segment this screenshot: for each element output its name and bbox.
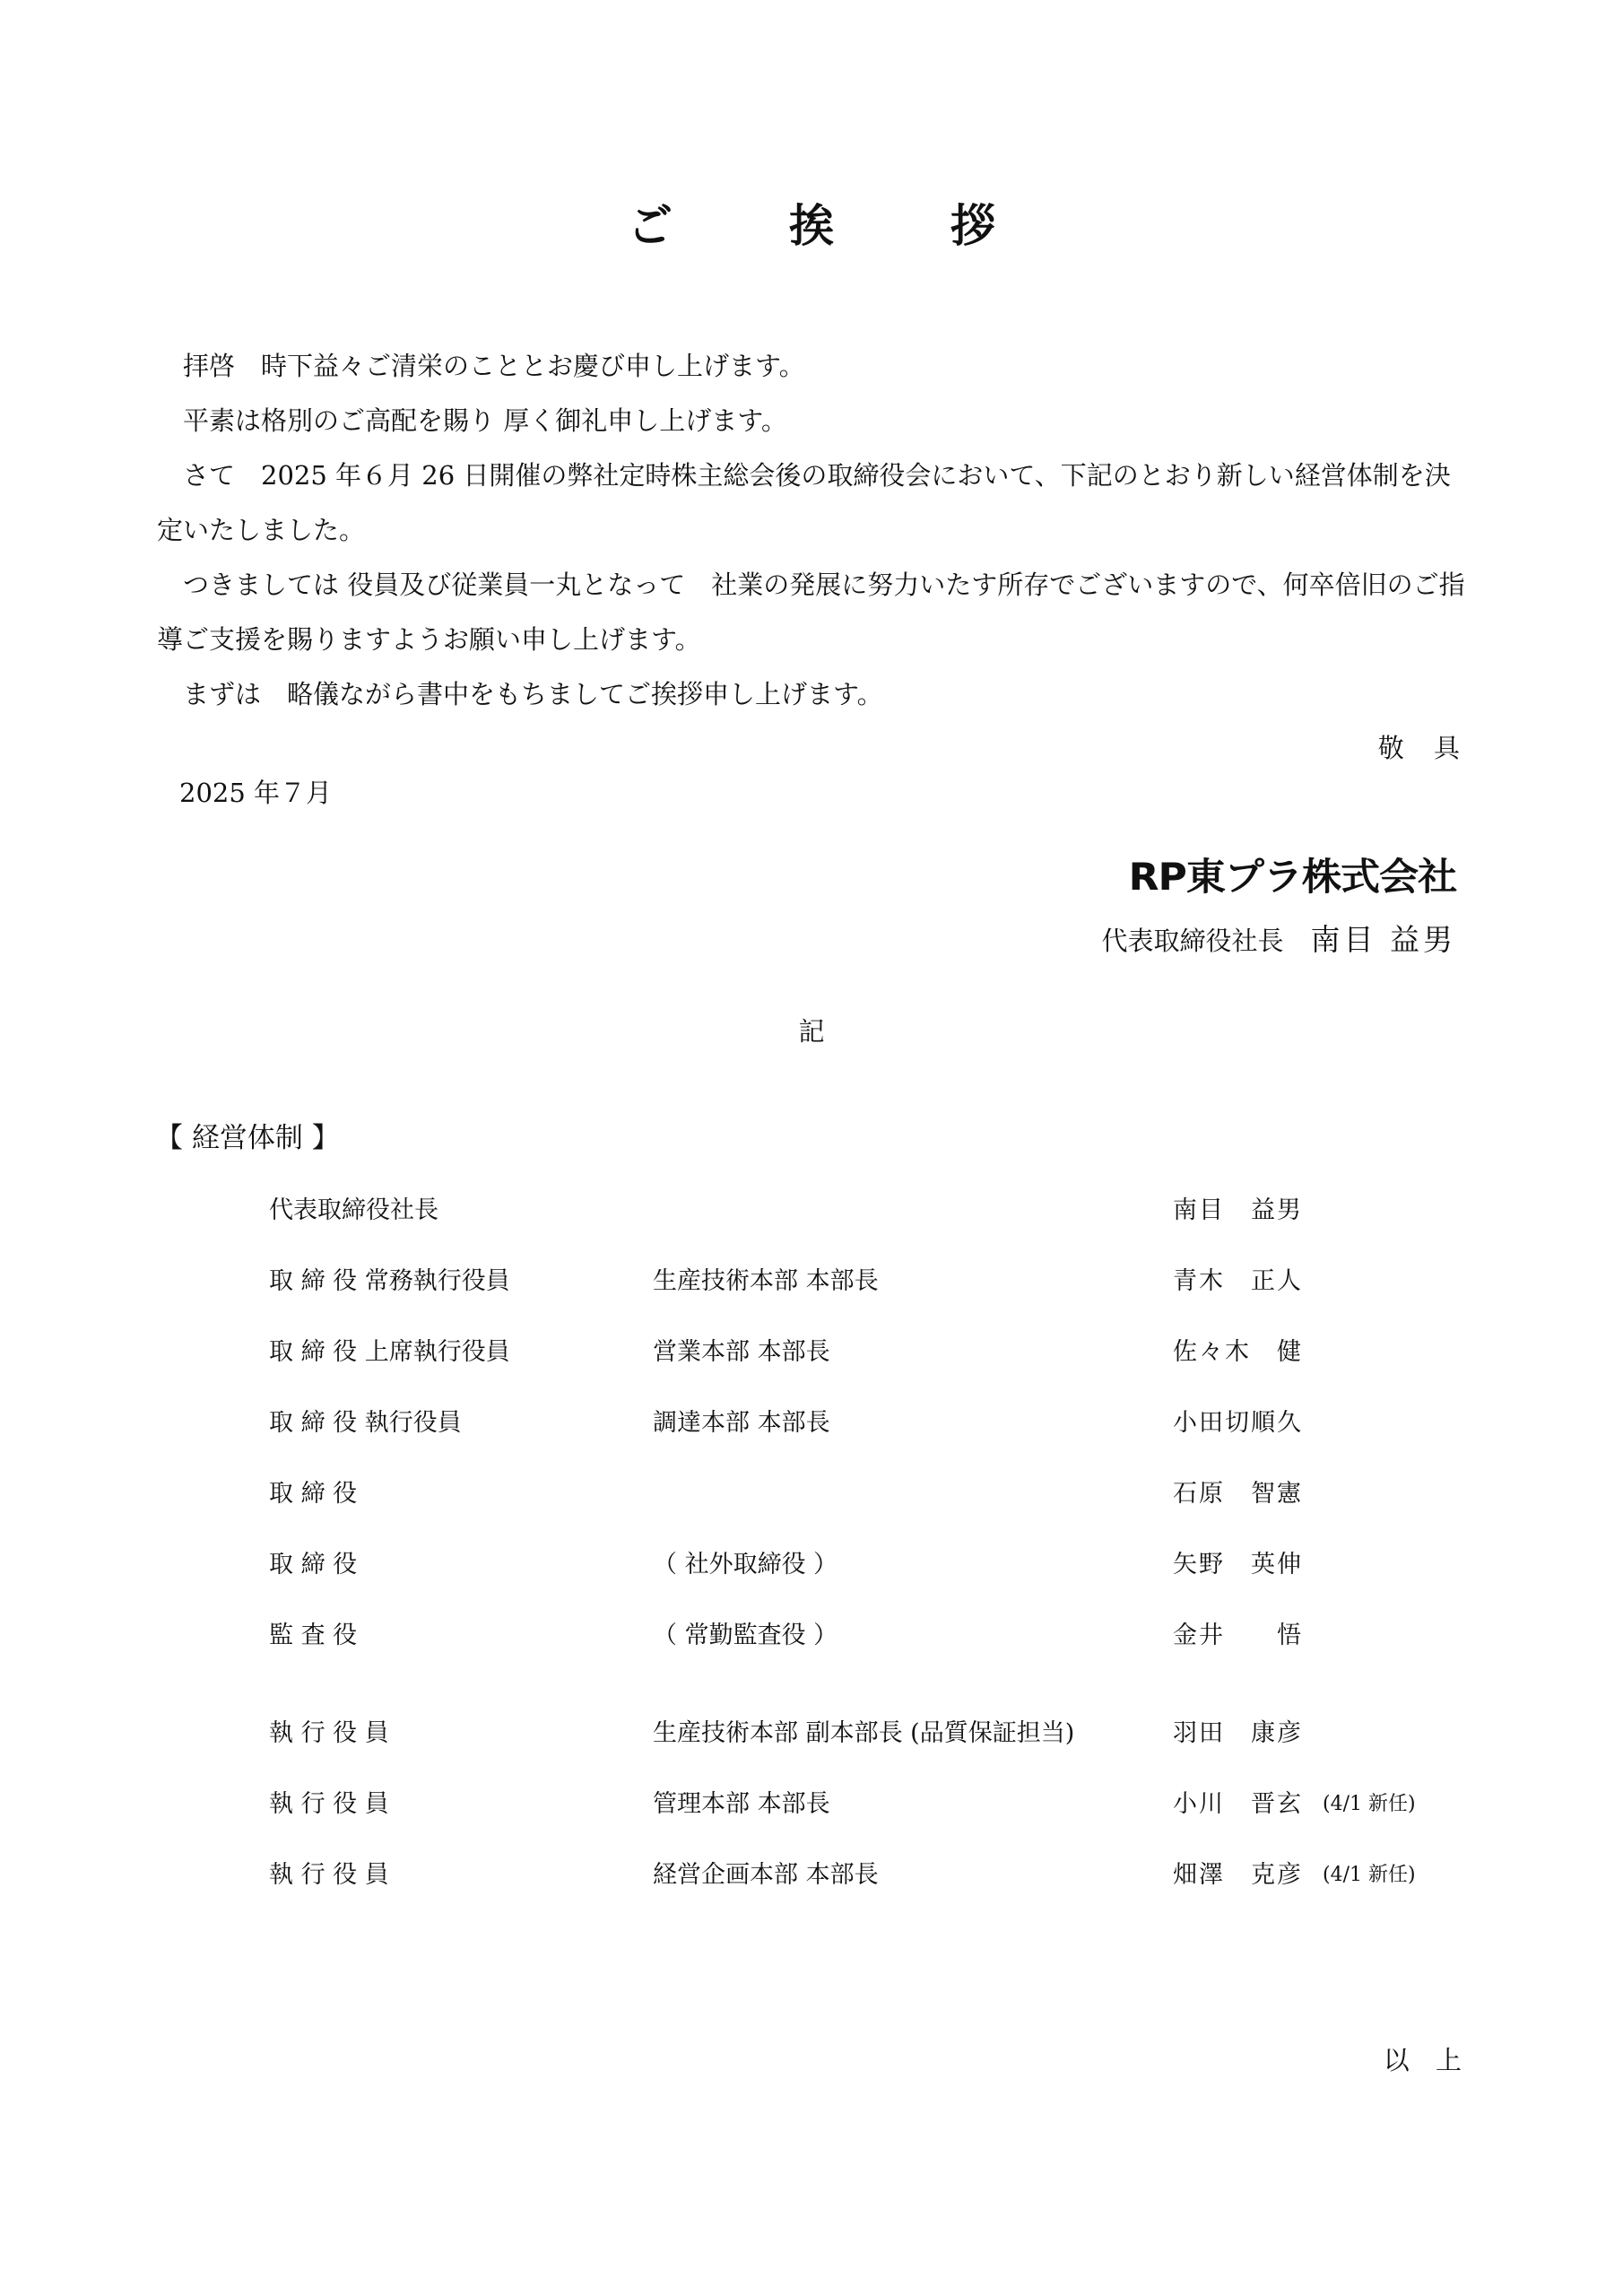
roster-row [269,1193,1480,1229]
paragraph: さて 2025 年６月 26 日開催の弊社定時株主総会後の取締役会において、下記のとおり新しい経営体制を決定いたしました。 [157,460,1451,545]
roster-role: 取 締 役 執行役員 [269,1409,462,1437]
roster-person: 羽田 康彦 [1173,1719,1303,1747]
roster-role: 執 行 役 員 [269,1861,389,1889]
signer-title: 代表取締役社長 [1101,926,1284,956]
roster-role: 執 行 役 員 [269,1719,389,1747]
end-mark: 以 上 [1383,2045,1471,2075]
roster-row [269,1335,1480,1370]
roster-dept: 経営企画本部 本部長 [653,1861,879,1889]
paragraph: まずは 略儀ながら書中をもちましてご挨拶申し上げます。 [183,679,883,709]
roster-role: 執 行 役 員 [269,1790,389,1818]
roster-role: 取 締 役 上席執行役員 [269,1338,510,1366]
roster-person: 金井 悟 [1173,1622,1303,1649]
roster-row [269,1264,1480,1300]
section-heading: 【 経営体制 】 [155,1122,340,1154]
roster-dept: 生産技術本部 本部長 [653,1267,879,1295]
issue-date: 2025 年７月 [179,778,333,808]
signer [1101,917,1456,959]
ki-marker: 記 [798,1016,825,1047]
roster-row [269,1476,1480,1512]
roster-note: (4/1 新任) [1323,1864,1416,1886]
roster-person: 矢野 英伸 [1173,1551,1303,1578]
company-logo: RP東プラ株式会社 [1128,855,1456,899]
greeting-body [157,339,1475,722]
roster-role: 代表取締役社長 [269,1196,438,1224]
roster-person: 小川 晋玄 [1173,1790,1303,1818]
paragraph: 平素は格別のご高配を賜り 厚く御礼申し上げます。 [183,405,787,436]
roster-dept: 調達本部 本部長 [653,1409,830,1437]
signer-name: 南目 益男 [1310,922,1456,957]
paragraph: つきましては 役員及び従業員一丸となって 社業の発展に努力いたす所存でございますので、何卒倍旧のご指導ご支援を賜りますようお願い申し上げます。 [157,570,1465,655]
roster-dept: （ 常勤監査役 ） [653,1622,838,1649]
roster-person: 南目 益男 [1173,1196,1303,1224]
roster-row [269,1618,1480,1654]
roster-row [269,1547,1480,1583]
roster-person: 佐々木 健 [1173,1338,1303,1366]
roster-dept: （ 社外取締役 ） [653,1551,838,1578]
roster-row [269,1857,1480,1893]
roster-row [269,1405,1480,1441]
roster-person: 畑澤 克彦 [1173,1861,1303,1889]
roster-role: 取 締 役 常務執行役員 [269,1267,510,1295]
roster-dept: 管理本部 本部長 [653,1790,830,1818]
roster-role: 監 査 役 [269,1622,358,1649]
roster-row [269,1787,1480,1822]
paragraph: 拝啓 時下益々ご清栄のこととお慶び申し上げます。 [183,351,805,381]
roster-person: 石原 智憲 [1173,1480,1303,1508]
roster-role: 取 締 役 [269,1551,358,1578]
roster-role: 取 締 役 [269,1480,358,1508]
closing-phrase: 敬 具 [1377,733,1471,763]
roster-person: 青木 正人 [1173,1267,1303,1295]
roster-row [269,1716,1480,1752]
roster-dept: 営業本部 本部長 [653,1338,830,1366]
roster-person: 小田切順久 [1173,1409,1303,1437]
document-title: ご 挨 拶 [628,199,1031,252]
roster-dept: 生産技術本部 副本部長 (品質保証担当) [653,1719,1075,1747]
roster-note: (4/1 新任) [1323,1793,1416,1815]
